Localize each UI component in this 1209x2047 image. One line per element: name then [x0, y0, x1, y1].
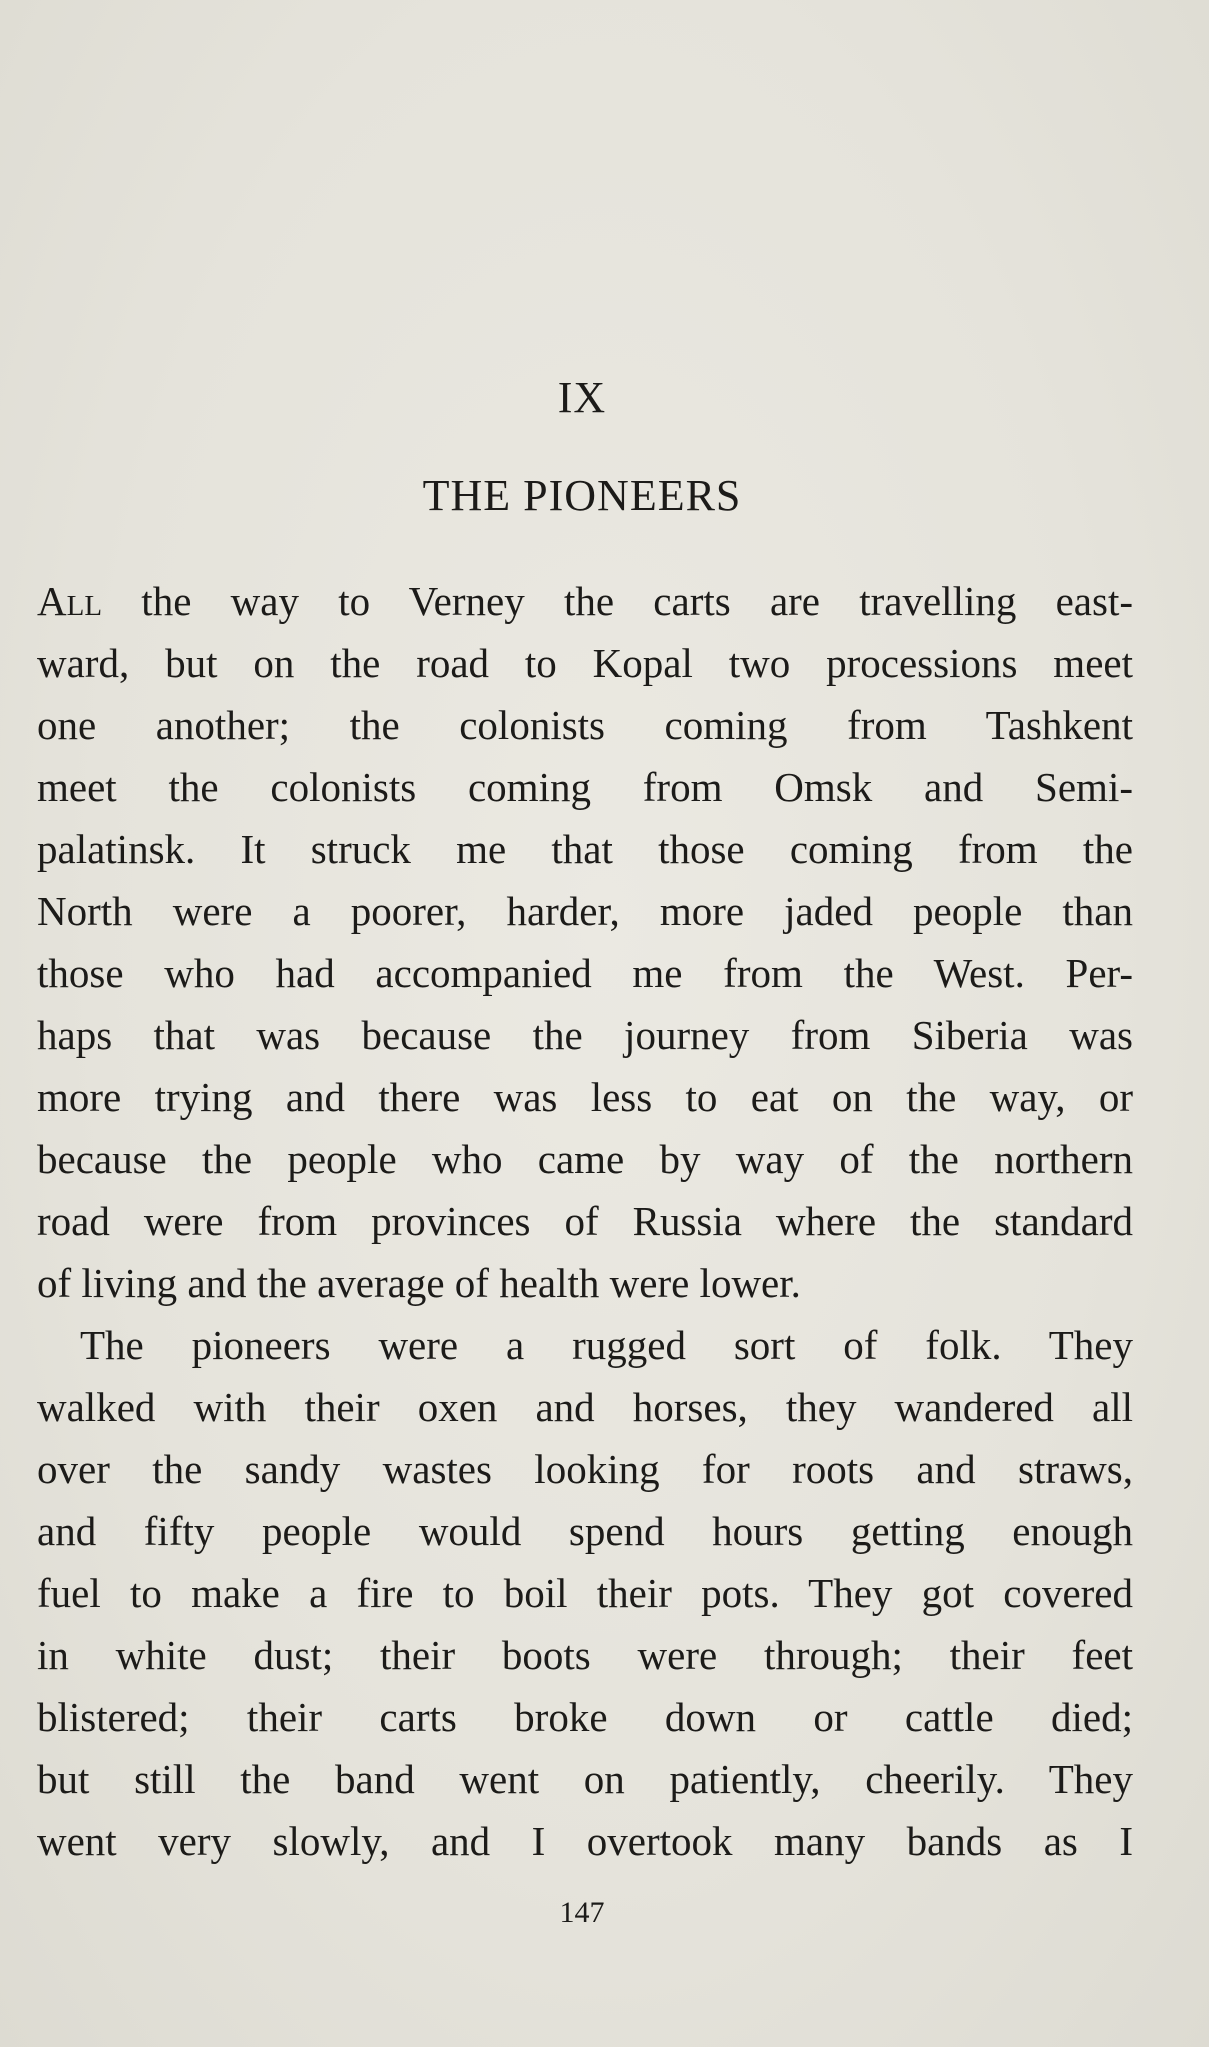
text-line: those who had accompanied me from the West. Per-: [37, 950, 1133, 996]
text-line: road were from provinces of Russia where the standard: [37, 1198, 1133, 1244]
text-line: blistered; their carts broke down or cattle died;: [37, 1694, 1133, 1740]
text-line: and fifty people would spend hours getting enough: [37, 1508, 1133, 1554]
chapter-title: THE PIONEERS: [422, 471, 742, 520]
text-line: fuel to make a fire to boil their pots. They got covered: [37, 1570, 1133, 1616]
text-line: more trying and there was less to eat on the way, or: [37, 1074, 1133, 1120]
text-line: went very slowly, and I overtook many bands as I: [37, 1818, 1133, 1864]
page-number: 147: [559, 1896, 605, 1929]
drop-smallcaps: All: [37, 578, 103, 624]
text-line: [37, 570, 1133, 632]
text-line: palatinsk. It struck me that those coming from the: [37, 826, 1133, 872]
text-line: ward, but on the road to Kopal two processions meet: [37, 640, 1133, 686]
text-line: walked with their oxen and horses, they wandered all: [37, 1384, 1133, 1430]
text-line-rest: the way to Verney the carts are travelling east-: [102, 578, 1133, 624]
text-line: one another; the colonists coming from Tashkent: [37, 702, 1133, 748]
text-line: North were a poorer, harder, more jaded people than: [37, 888, 1133, 934]
text-line: but still the band went on patiently, cheerily. They: [37, 1756, 1133, 1802]
text-line: meet the colonists coming from Omsk and Semi-: [37, 764, 1133, 810]
text-line: because the people who came by way of the northern: [37, 1136, 1133, 1182]
text-line: of living and the average of health were lower.: [37, 1260, 801, 1306]
text-line: over the sandy wastes looking for roots and straws,: [37, 1446, 1133, 1492]
body-text: [37, 570, 1133, 1872]
text-line: in white dust; their boots were through; their feet: [37, 1632, 1133, 1678]
chapter-number: IX: [557, 373, 607, 422]
text-line: haps that was because the journey from Siberia was: [37, 1012, 1133, 1058]
text-line: The pioneers were a rugged sort of folk. They: [80, 1322, 1133, 1368]
